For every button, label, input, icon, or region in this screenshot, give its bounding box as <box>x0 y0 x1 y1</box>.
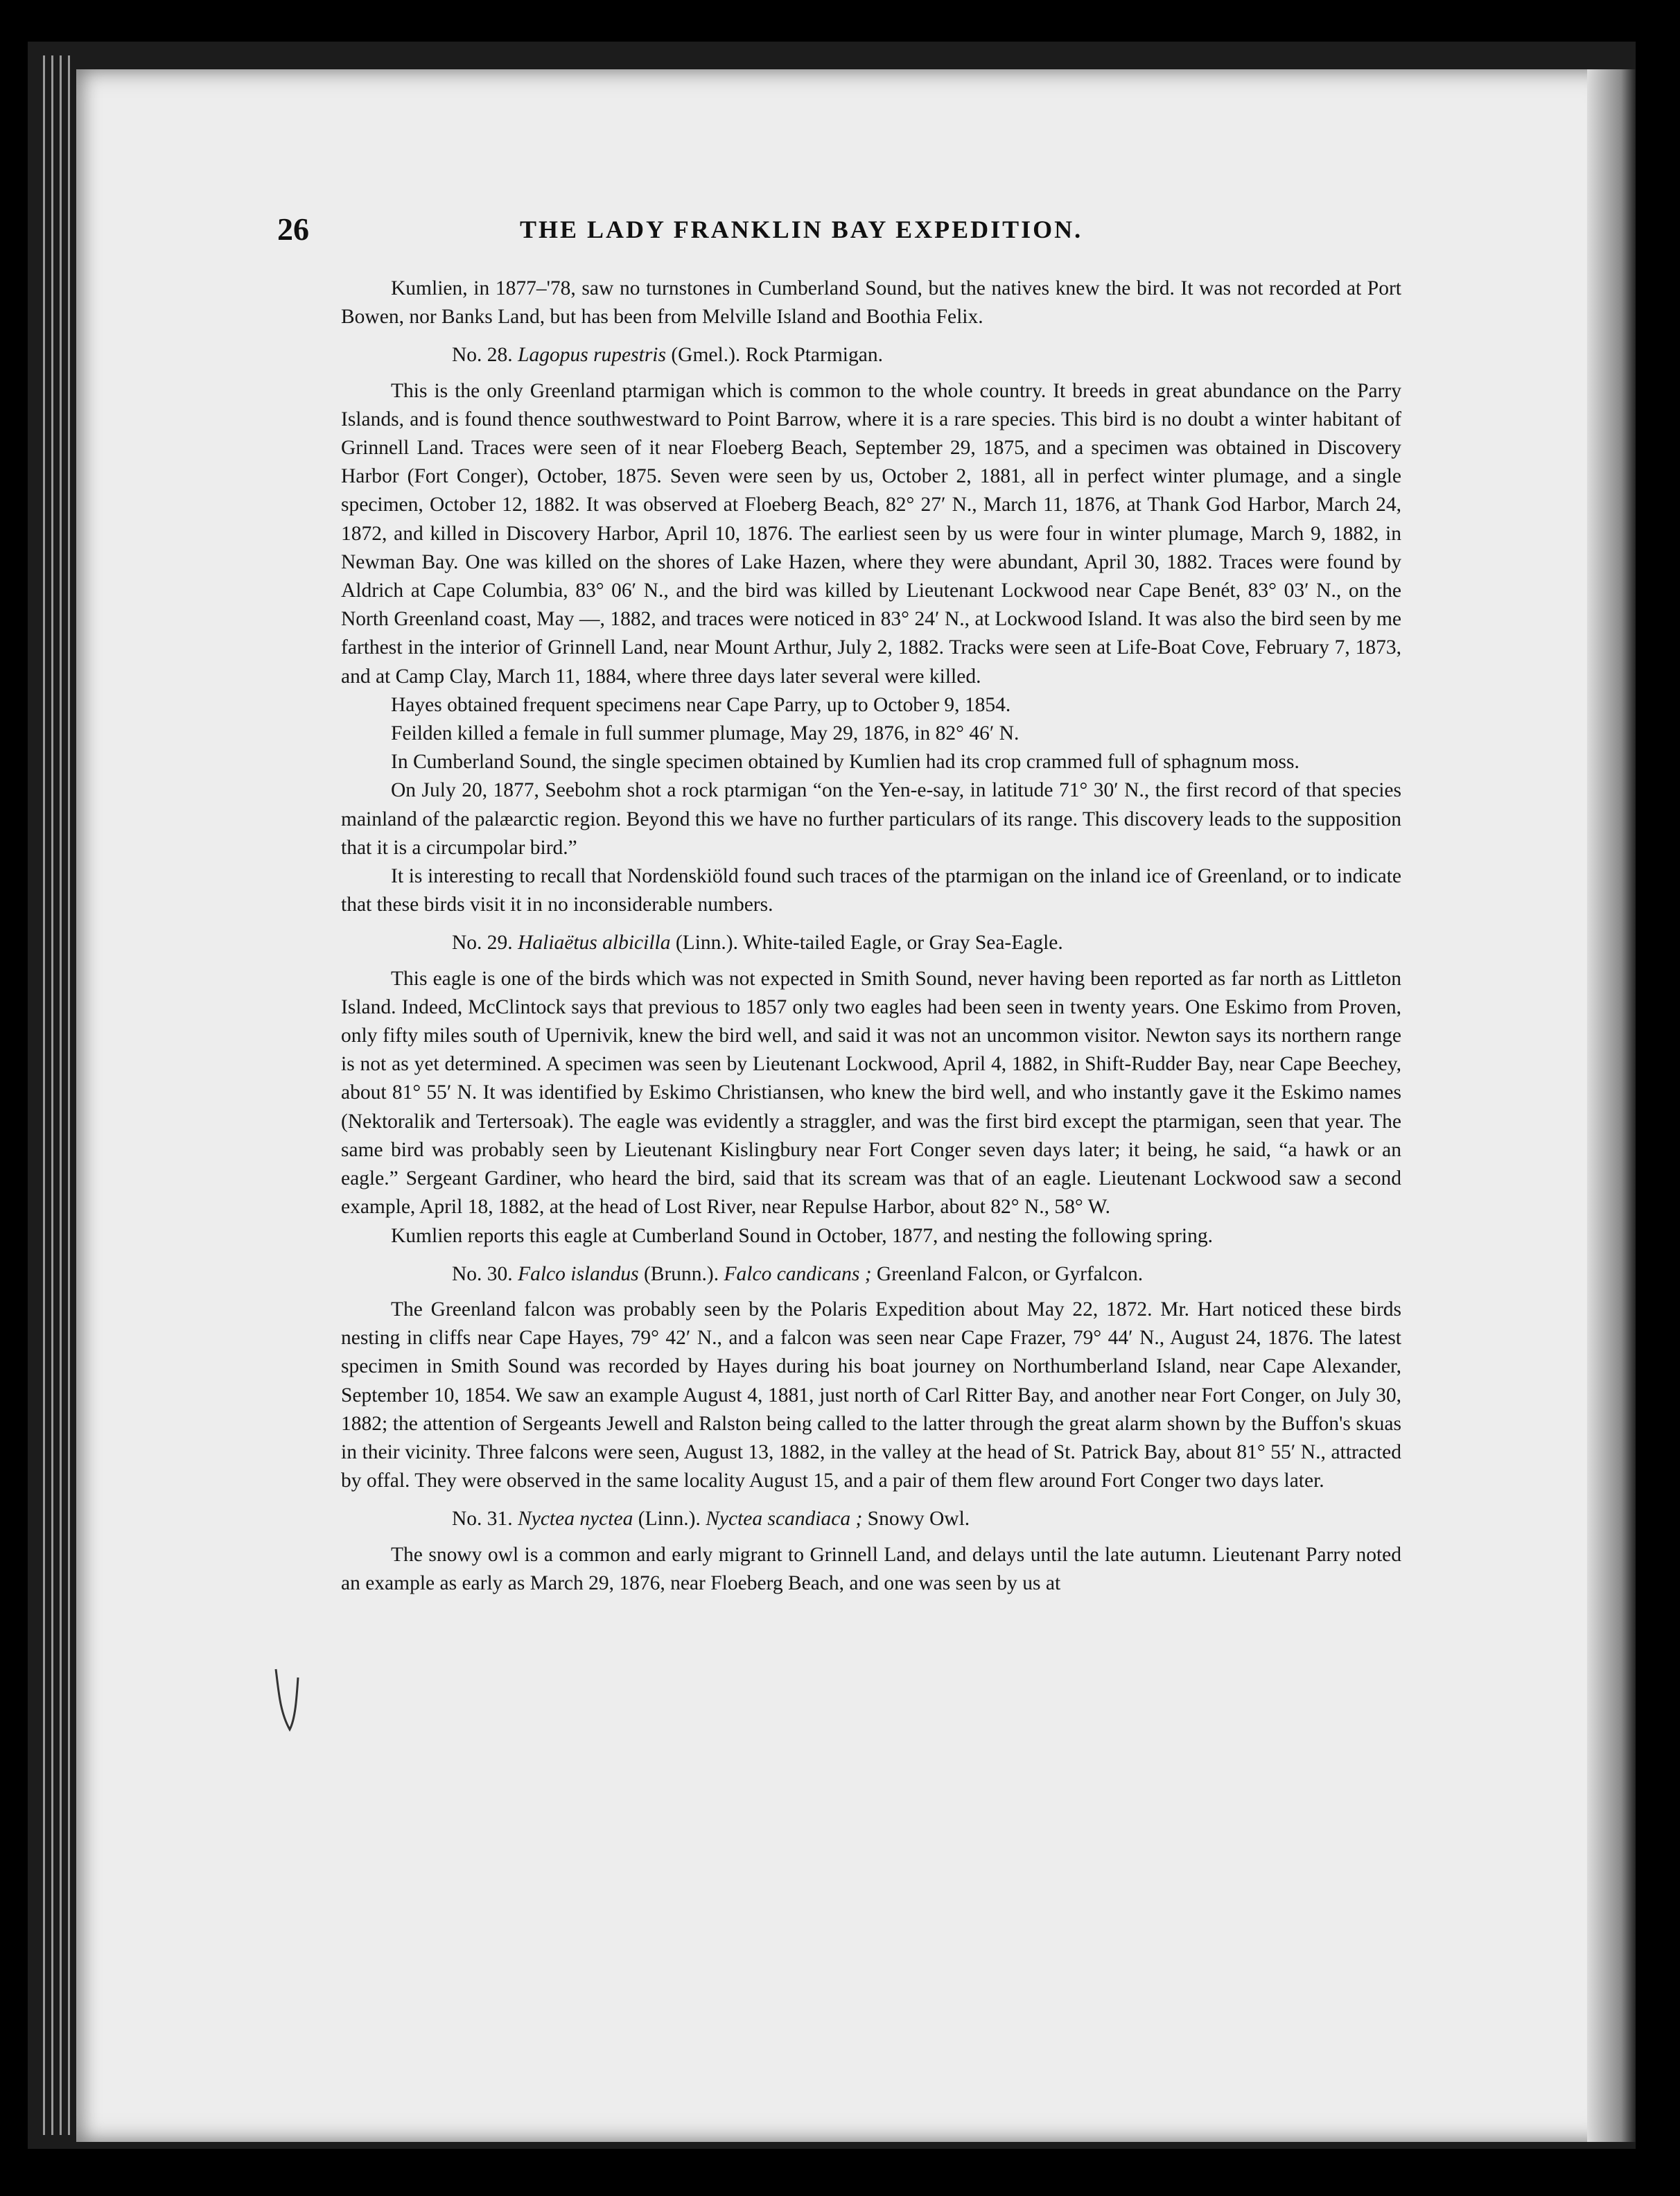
page-edge-line <box>43 55 45 2135</box>
species-number: No. 30. <box>452 1262 513 1285</box>
species-common-name: Snowy Owl. <box>867 1508 970 1531</box>
page-fold-shadow <box>1587 69 1636 2142</box>
species-latin-name: Lagopus rupestris <box>518 344 666 367</box>
species-authority: (Brunn.). <box>643 1262 719 1285</box>
species-heading-31 <box>341 1505 1401 1533</box>
species-number: No. 29. <box>452 932 513 955</box>
species-common-name: Rock Ptarmigan. <box>745 344 883 367</box>
body-text <box>341 274 1401 1598</box>
paragraph: This eagle is one of the birds which was not expected in Smith Sound, never having been reported as far north as Littleton Island. Indeed, McClintock says that previous to 1857 only two eagles had been seen in twenty years. One Eskimo from Proven, only fifty miles south of Upernivik, knew the bird well, and said it was not an uncommon visitor. Newton says its northern range is not as yet determined. A specimen was seen by Lieutenant Lockwood, April 4, 1882, in Shift-Rudder Bay, near Cape Beechey, about 81° 55′ N. It was identified by Eskimo Christiansen, who knew the bird well, and who instantly gave it the Eskimo names (Nektoralik and Tertersoak). The eagle was evidently a straggler, and was the first bird except the ptarmigan, seen that year. The same bird was probably seen by Lieutenant Kislingbury near Fort Conger seven days later; it being, he said, “a hawk or an eagle.” Sergeant Gardiner, who heard the bird, said that its scream was that of an eagle. Lieutenant Lockwood saw a second example, April 18, 1882, at the head of Lost River, near Repulse Harbor, about 82° N., 58° W. <box>341 967 1401 1219</box>
paragraph: It is interesting to recall that Nordenskiöld found such traces of the ptarmigan on the inland ice of Greenland, or to indicate that these birds visit it in no inconsiderable numbers. <box>341 865 1401 916</box>
paragraph: Feilden killed a female in full summer plumage, May 29, 1876, in 82° 46′ N. <box>391 722 1020 745</box>
paragraph: Hayes obtained frequent specimens near Cape Parry, up to October 9, 1854. <box>391 693 1011 716</box>
species-number: No. 31. <box>452 1508 513 1531</box>
paragraph: The Greenland falcon was probably seen by the Polaris Expedition about May 22, 1872. Mr. Hart noticed these birds nesting in cliffs near Cape Hayes, 79° 42′ N., and a falcon was seen near Cape Frazer, 79° 44′ N., August 24, 1876. The latest specimen in Smith Sound was recorded by Hayes during his boat journey on Northumberland Island, near Cape Alexander, September 10, 1854. We saw an example August 4, 1881, just north of Carl Ritter Bay, and another near Fort Conger, on July 30, 1882; the attention of Sergeants Jewell and Ralston being called to the latter through the great alarm shown by the Buffon's skuas in their vicinity. Three falcons were seen, August 13, 1882, in the valley at the head of St. Patrick Bay, about 81° 55′ N., attracted by offal. They were observed in the same locality August 15, and a pair of them flew around Fort Conger two days later. <box>341 1298 1401 1492</box>
paragraph: The snowy owl is a common and early migrant to Grinnell Land, and delays until the late autumn. Lieutenant Parry noted an example as early as March 29, 1876, near Floeberg Beach, and one was seen by us at <box>341 1543 1401 1594</box>
paragraph: Kumlien reports this eagle at Cumberland Sound in October, 1877, and nesting the following spring. <box>391 1224 1213 1247</box>
species-authority: (Linn.). <box>638 1508 701 1531</box>
species-latin-name: Nyctea nyctea <box>518 1508 633 1531</box>
species-latin-name: Haliaëtus albicilla <box>518 932 671 955</box>
pencil-margin-mark-icon <box>269 1664 310 1740</box>
running-title: THE LADY FRANKLIN BAY EXPEDITION. <box>520 216 1083 243</box>
species-heading-30 <box>341 1260 1401 1289</box>
species-authority: (Gmel.). <box>671 344 741 367</box>
species-common-name: Greenland Falcon, or Gyrfalcon. <box>876 1262 1144 1285</box>
page-edge-line <box>60 55 62 2135</box>
paragraph: Kumlien, in 1877–'78, saw no turnstones in Cumberland Sound, but the natives knew the bird. It was not recorded at Port Bowen, nor Banks Land, but has been from Melville Island and Boothia Felix. <box>341 277 1401 329</box>
species-common-name: White-tailed Eagle, or Gray Sea-Eagle. <box>742 932 1063 955</box>
species-synonym: Nyctea scandiaca ; <box>706 1508 863 1531</box>
paragraph: This is the only Greenland ptarmigan which is common to the whole country. It breeds in great abundance on the Parry Islands, and is found thence southwestward to Point Barrow, where it is a rare species. This bird is no doubt a winter habitant of Grinnell Land. Traces were seen of it near Floeberg Beach, September 29, 1875, and a specimen was obtained in Discovery Harbor (Fort Conger), October, 1875. Seven were seen by us, October 2, 1881, all in perfect winter plumage, and a single specimen, October 12, 1882. It was observed at Floeberg Beach, 82° 27′ N., March 11, 1876, at Thank God Harbor, March 24, 1872, and killed in Discovery Harbor, April 10, 1876. The earliest seen by us were four in winter plumage, March 9, 1882, in Newman Bay. One was killed on the shores of Lake Hazen, where they were abundant, April 30, 1882. Traces were found by Aldrich at Cape Columbia, 83° 06′ N., and the bird was killed by Lieutenant Lockwood near Cape Benét, 83° 03′ N., on the North Greenland coast, May —, 1882, and traces were noticed in 83° 24′ N., at Lockwood Island. It was also the bird seen by me farthest in the interior of Grinnell Land, near Mount Arthur, July 2, 1882. Tracks were seen at Life-Boat Cove, February 7, 1873, and at Camp Clay, March 11, 1884, where three days later several were killed. <box>341 379 1401 688</box>
page-edge-line <box>68 55 70 2135</box>
species-authority: (Linn.). <box>675 932 738 955</box>
species-heading-28 <box>341 341 1401 369</box>
species-heading-29 <box>341 929 1401 957</box>
species-number: No. 28. <box>452 344 513 367</box>
species-synonym: Falco candicans ; <box>724 1262 872 1285</box>
species-latin-name: Falco islandus <box>518 1262 639 1285</box>
page-edge-line <box>51 55 53 2135</box>
paragraph: In Cumberland Sound, the single specimen obtained by Kumlien had its crop crammed full of sphagnum moss. <box>391 751 1300 774</box>
page-number: 26 <box>277 211 309 247</box>
running-head <box>277 211 1421 259</box>
paragraph: On July 20, 1877, Seebohm shot a rock ptarmigan “on the Yen-e-say, in latitude 71° 30′ N., the first record of that species mainland of the palæarctic region. Beyond this we have no further particulars of its range. This discovery leads to the supposition that it is a circumpolar bird.” <box>341 779 1401 859</box>
